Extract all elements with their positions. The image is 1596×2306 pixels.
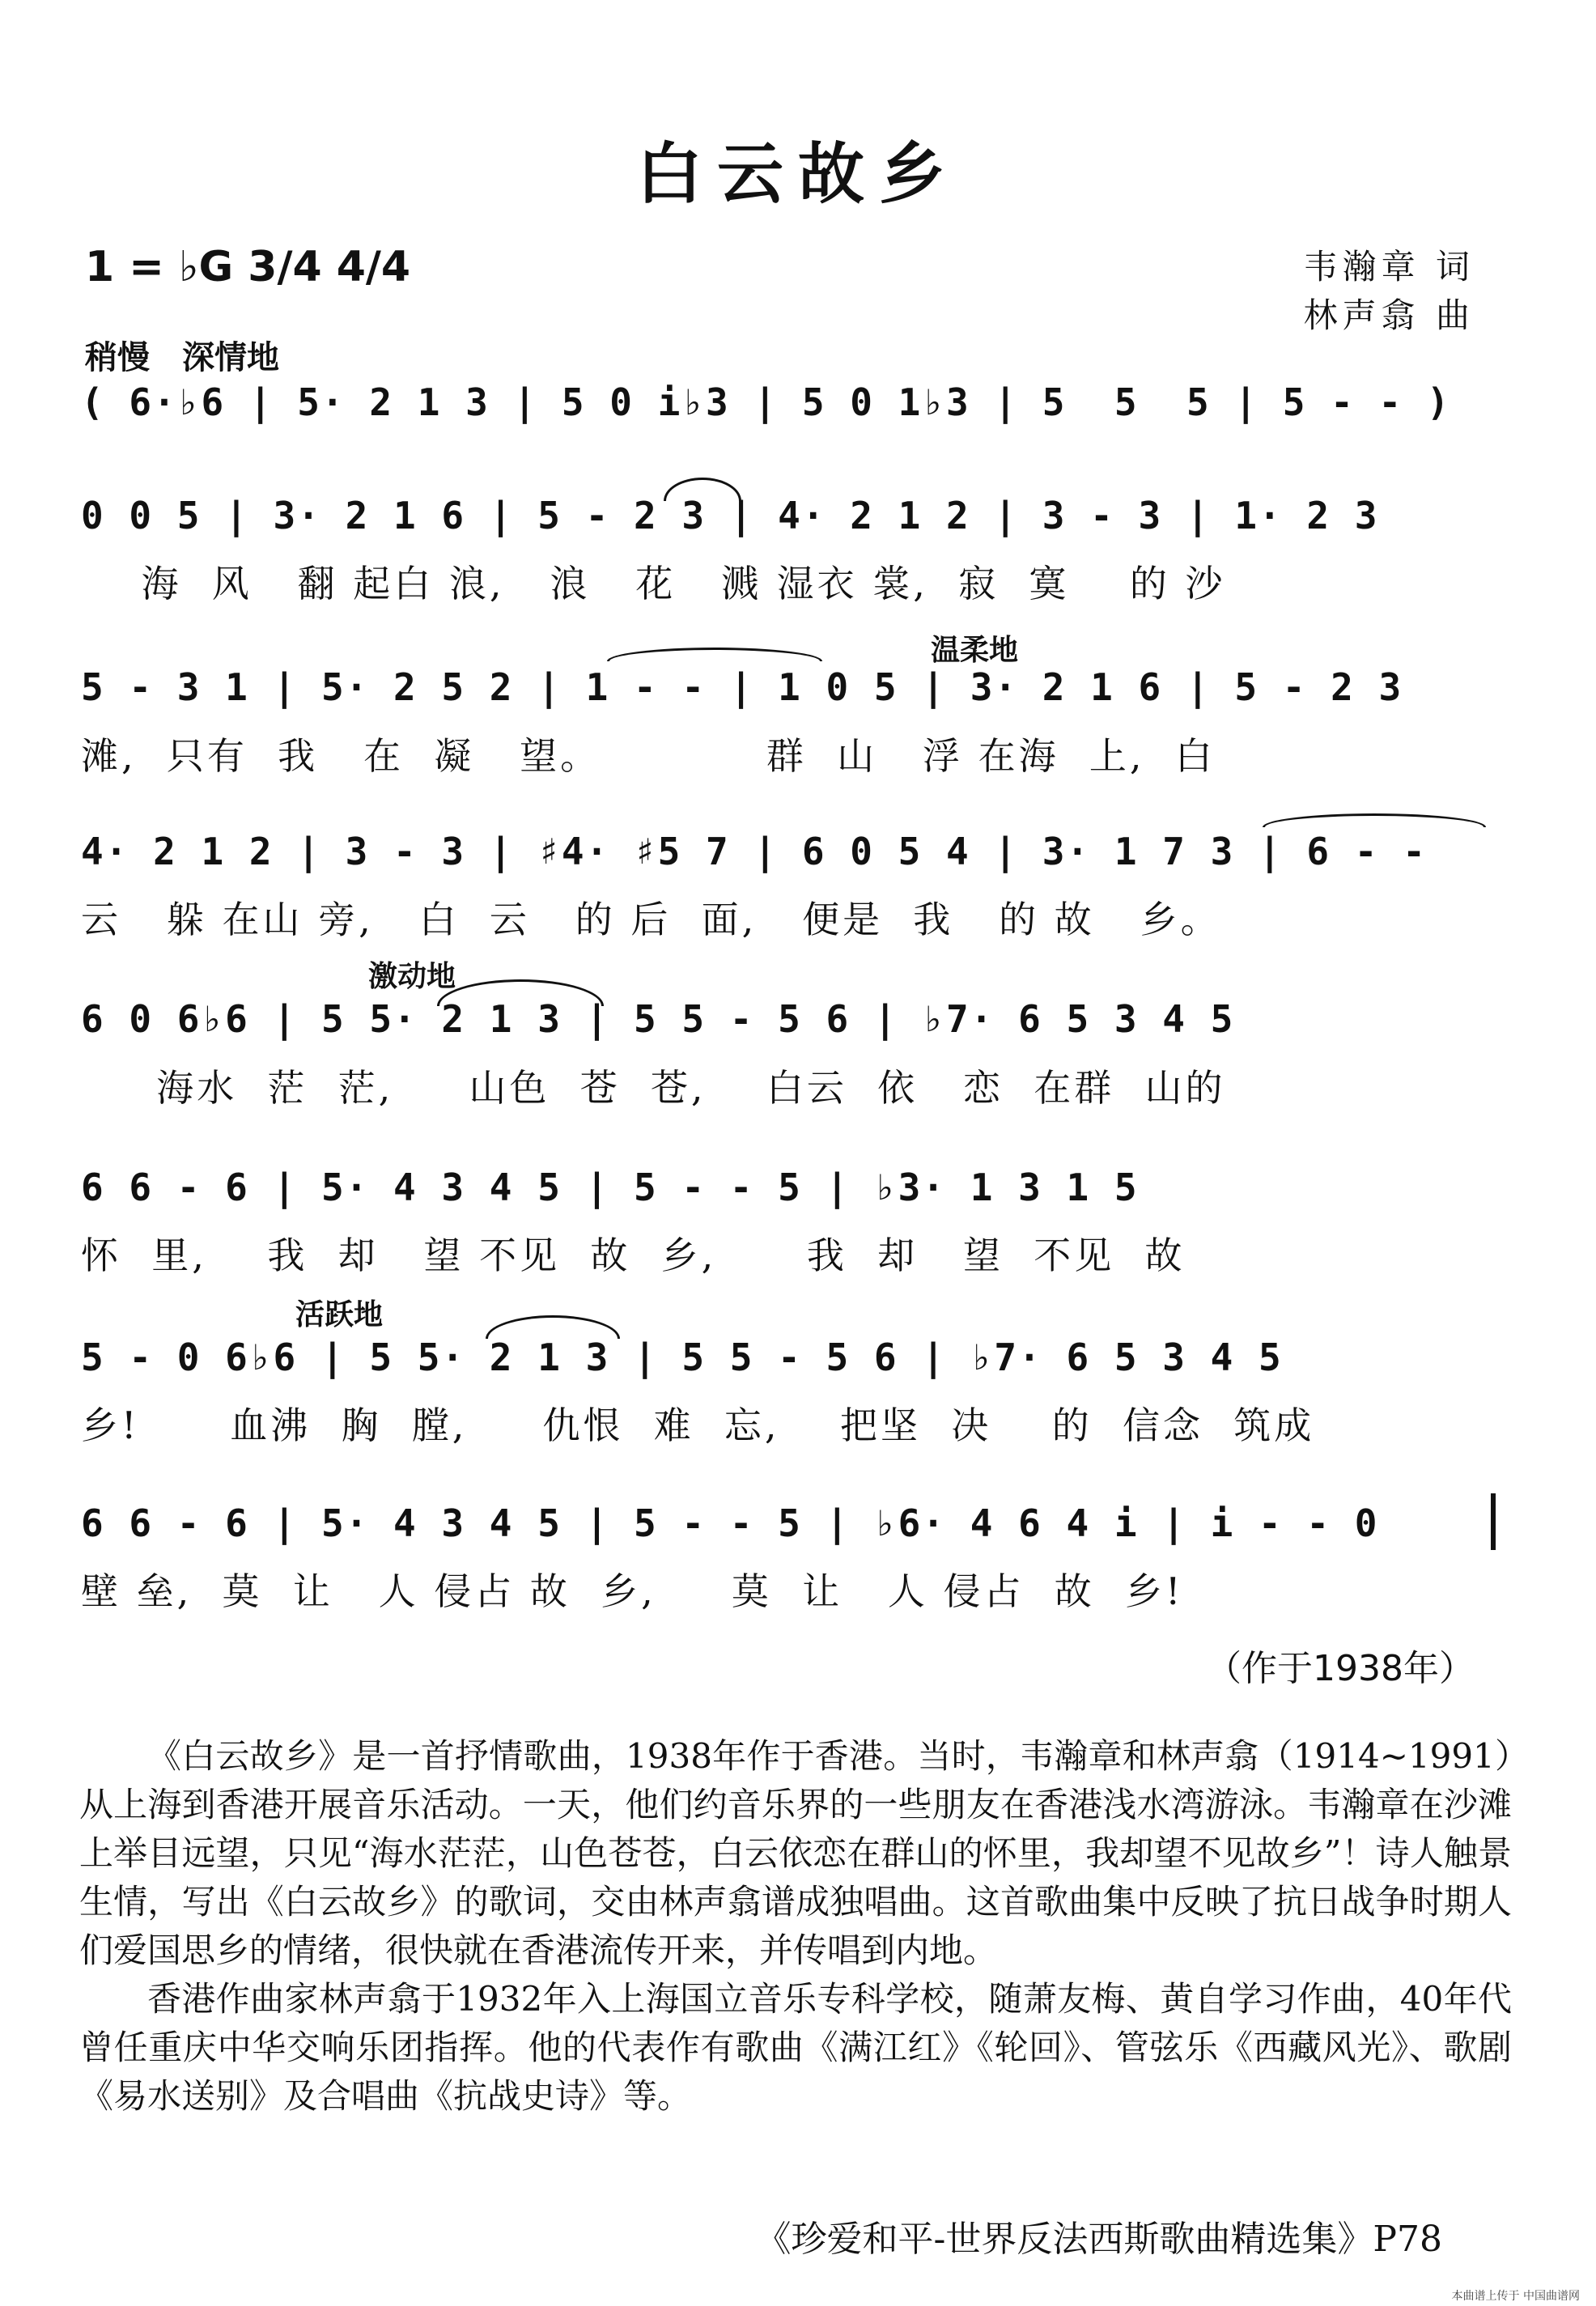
description: [79, 1732, 1512, 2121]
tie-mark: [607, 648, 822, 661]
score-notes-line-4: 4· 2 1 2 | 3 - 3 | ♯4· ♯5 7 | 6 0 5 4 | 3· 1 7 3 | 6 - -: [81, 830, 1427, 873]
slur-mark: [664, 478, 741, 501]
description-paragraph-2: 香港作曲家林声翕于1932年入上海国立音乐专科学校，随萧友梅、黄自学习作曲，40年代曾任重庆中华交响乐团指挥。他的代表作有歌曲《满江红》《轮回》、管弦乐《西藏风光》、歌剧《易水送别》及合唱曲《抗战史诗》等。: [79, 1979, 1512, 2116]
lyricist: 韦瀚章 词: [1303, 247, 1475, 287]
composer: 林声翕 曲: [1303, 295, 1475, 335]
score-notes-line-7: 5 - 0 6♭6 | 5 5· 2 1 3 | 5 5 - 5 6 | ♭7· 6 5 3 4 5: [81, 1336, 1283, 1379]
score-notes-line-6: 6 6 - 6 | 5· 4 3 4 5 | 5 - - 5 | ♭3· 1 3 1 5: [81, 1166, 1139, 1209]
score-lyrics-line-4: 云 躲 在山 旁, 白 云 的 后 面, 便是 我 的 故 乡。: [81, 898, 1221, 941]
expression-gentle: 温柔地: [931, 634, 1019, 667]
footer-watermark: 本曲谱上传于 中国曲谱网: [1451, 2290, 1580, 2303]
tie-mark: [1263, 813, 1486, 827]
key-signature: 1 = ♭G 3/4 4/4: [85, 243, 411, 291]
score-notes-line-5: 6 0 6♭6 | 5 5· 2 1 3 | 5 5 - 5 6 | ♭7· 6 5 3 4 5: [81, 997, 1235, 1041]
expression-lively: 活跃地: [295, 1298, 384, 1331]
composition-date: （作于1938年）: [1206, 1648, 1475, 1689]
credits: [1304, 243, 1475, 340]
tempo-marking: 稍慢 深情地: [85, 339, 279, 376]
score-lyrics-line-6: 怀 里, 我 却 望 不见 故 乡, 我 却 望 不见 故: [81, 1234, 1186, 1277]
score-lyrics-line-2: 海 风 翻 起白 浪, 浪 花 溅 湿衣 裳, 寂 寞 的 沙: [81, 562, 1226, 605]
score-lyrics-line-5: 海水 茫 茫, 山色 苍 苍, 白云 依 恋 在群 山的: [81, 1066, 1226, 1110]
page-title: 白云故乡: [635, 135, 960, 213]
slur-mark: [486, 1315, 620, 1339]
score-lyrics-line-3: 滩, 只有 我 在 凝 望。 群 山 浮 在海 上, 白: [81, 734, 1216, 778]
score-lyrics-line-7: 乡! 血沸 胸 膛, 仇恨 难 忘, 把坚 决 的 信念 筑成: [81, 1404, 1315, 1447]
score-lyrics-line-8: 壁 垒, 莫 让 人 侵占 故 乡, 莫 让 人 侵占 故 乡!: [81, 1569, 1184, 1613]
slur-mark: [437, 979, 604, 1006]
final-barline: [1491, 1493, 1496, 1550]
score-notes-line-2: 0 0 5 | 3· 2 1 6 | 5 - 2 3 | 4· 2 1 2 | 3 - 3 | 1· 2 3: [81, 494, 1379, 537]
expression-excited: 激动地: [368, 960, 456, 993]
score-notes-line-8: 6 6 - 6 | 5· 4 3 4 5 | 5 - - 5 | ♭6· 4 6 4 i | i - - 0: [81, 1501, 1379, 1545]
score-notes-line-1: ( 6·♭6 | 5· 2 1 3 | 5 0 i♭3 | 5 0 1♭3 | 5 5 5 | 5 - - ): [81, 380, 1451, 424]
score-notes-line-3: 5 - 3 1 | 5· 2 5 2 | 1 - - | 1 0 5 | 3· 2 1 6 | 5 - 2 3: [81, 665, 1403, 709]
description-paragraph-1: 《白云故乡》是一首抒情歌曲，1938年作于香港。当时，韦瀚章和林声翕（1914~1991）从上海到香港开展音乐活动。一天，他们约音乐界的一些朋友在香港浅水湾游泳。韦瀚章在沙滩上举目远望，只见“海水茫茫，山色苍苍，白云依恋在群山的怀里，我却望不见故乡”！诗人触景生情，写出《白云故乡》的歌词，交由林声翕谱成独唱曲。这首歌曲集中反映了抗日战争时期人们爱国思乡的情绪，很快就在香港流传开来，并传唱到内地。: [79, 1736, 1512, 1970]
source-citation: 《珍爱和平-世界反法西斯歌曲精选集》P78: [755, 2219, 1442, 2260]
